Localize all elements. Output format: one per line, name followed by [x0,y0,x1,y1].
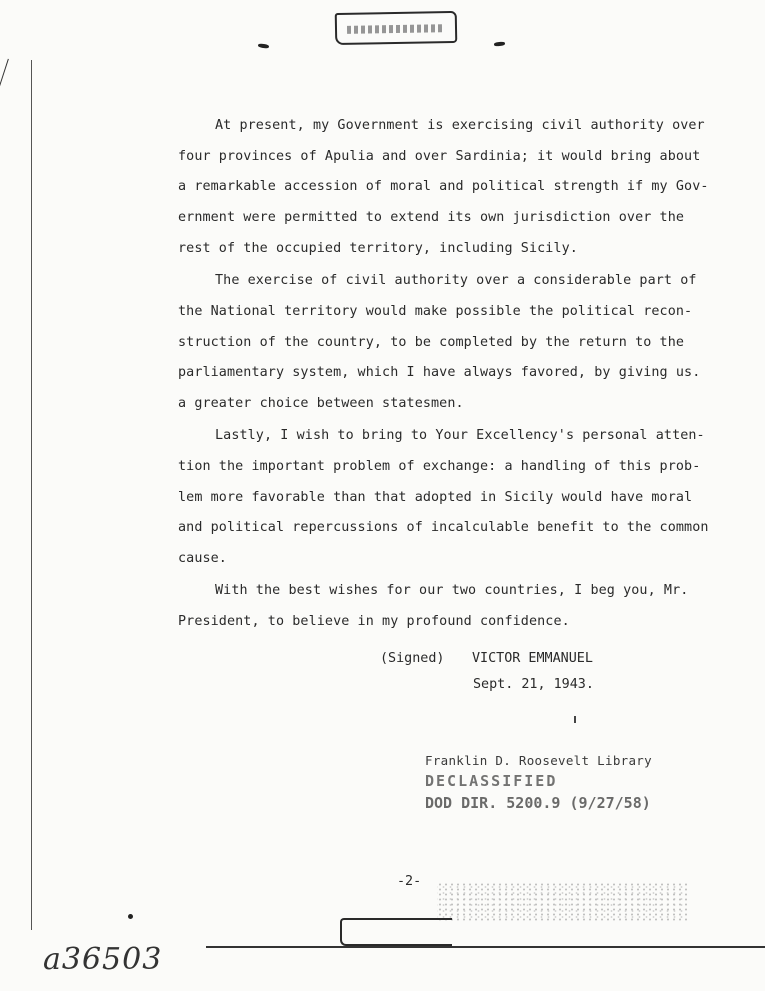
text-line: struction of the country, to be completed by the return to the [178,334,685,350]
text-line: a greater choice between statesmen. [178,395,464,411]
handwritten-document-id: a36503 [43,942,163,977]
text-line: tion the important problem of exchange: a handling of this prob- [178,458,701,474]
ink-mark [258,43,269,48]
ink-mark [494,41,505,46]
classification-stamp-box [335,11,458,45]
text-line: The exercise of civil authority over a considerable part of [215,273,697,289]
text-line: parliamentary system, which I have always favored, by giving us. [178,365,701,381]
text-line: President, to believe in my profound confidence. [178,614,570,630]
scan-noise [437,882,687,922]
text-line: a remarkable accession of moral and political strength if my Gov- [178,179,709,195]
text-line: cause. [178,551,227,567]
stamp-library-line: Franklin D. Roosevelt Library [425,753,652,768]
text-line: four provinces of Apulia and over Sardinia; it would bring about [178,148,701,164]
paragraph [178,111,709,265]
left-margin-line [31,60,32,930]
signatory-name: VICTOR EMMANUEL [472,651,593,666]
paragraph [178,421,709,575]
ink-mark [574,716,576,723]
page-edge-line [0,59,9,95]
signed-label: (Signed) [380,651,445,666]
letter-body [178,111,709,639]
text-line: and political repercussions of incalculable benefit to the common [178,520,709,536]
signature-block [380,644,593,674]
text-line: With the best wishes for our two countries, I beg you, Mr. [215,583,689,599]
stamp-smudge [347,24,442,34]
declassification-stamp [425,753,685,812]
text-line: Lastly, I wish to bring to Your Excellency's personal atten- [215,428,705,444]
paragraph [178,576,689,637]
bottom-rule [206,946,765,948]
bottom-stamp-box [340,918,452,946]
text-line: rest of the occupied territory, including Sicily. [178,240,578,256]
text-line: lem more favorable than that adopted in Sicily would have moral [178,489,693,505]
text-line: ernment were permitted to extend its own jurisdiction over the [178,210,685,226]
punch-mark [128,914,133,919]
letter-date: Sept. 21, 1943. [473,677,594,692]
page-number: -2- [397,874,422,889]
stamp-authority-line: DOD DIR. 5200.9 (9/27/58) [425,794,651,812]
paragraph [178,266,701,420]
text-line: At present, my Government is exercising civil authority over [215,118,705,133]
stamp-declassified-line: DECLASSIFIED [425,772,558,790]
text-line: the National territory would make possible the political recon- [178,303,693,319]
